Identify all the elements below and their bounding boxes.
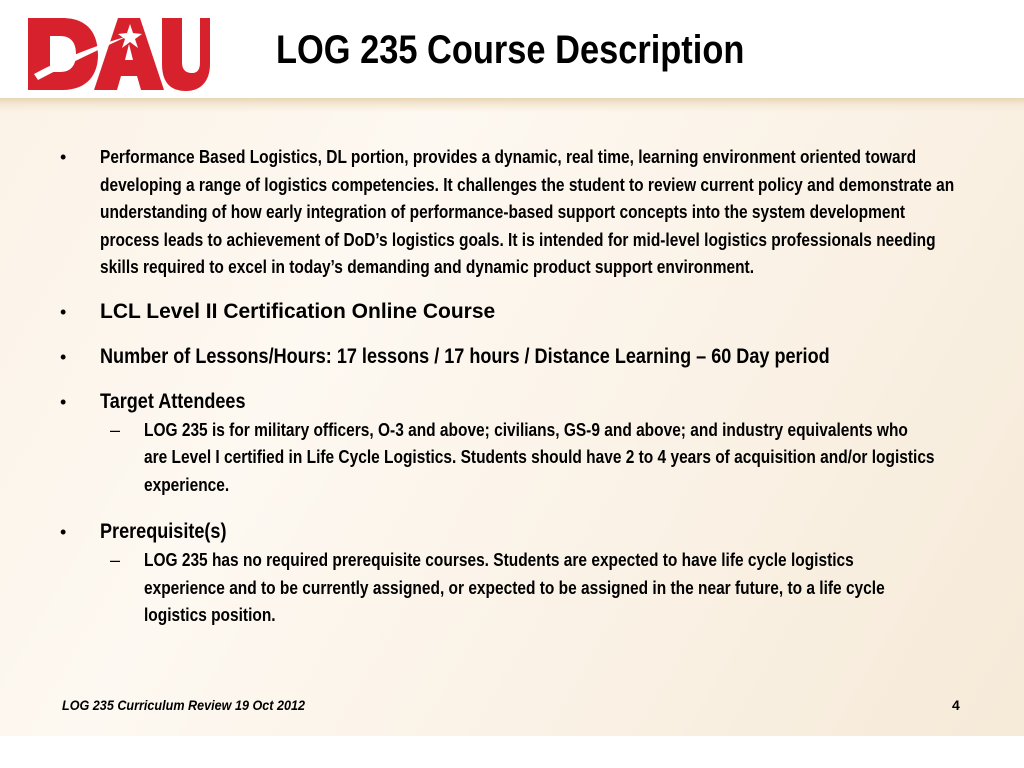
list-item	[60, 144, 980, 282]
bullet-list	[60, 144, 980, 630]
certification-text: LCL Level II Certification Online Course	[100, 299, 496, 323]
header	[0, 0, 1024, 98]
page-title: LOG 235 Course Description	[276, 28, 745, 72]
dau-logo	[24, 14, 210, 92]
prerequisites-heading: Prerequisite(s)	[100, 520, 227, 543]
list-item	[60, 342, 980, 372]
dash-marker: –	[110, 550, 121, 570]
target-attendees-heading: Target Attendees	[100, 389, 246, 413]
lessons-hours-text: Number of Lessons/Hours: 17 lessons / 17 hours / Distance Learning – 60 Day period	[100, 344, 830, 368]
sub-list-item	[100, 417, 980, 500]
bullet-marker: •	[60, 346, 67, 367]
bullet-marker: •	[60, 522, 67, 542]
header-divider	[0, 98, 1024, 112]
footer-text: LOG 235 Curriculum Review 19 Oct 2012	[62, 697, 306, 713]
page-number: 4	[952, 697, 960, 713]
list-item	[60, 297, 980, 327]
bullet-marker: •	[60, 391, 67, 412]
list-item	[60, 517, 980, 547]
bullet-marker: •	[60, 147, 67, 167]
logo-text: DAU	[24, 14, 27, 15]
description-text: Performance Based Logistics, DL portion, provides a dynamic, real time, learning environment oriented toward developing a range of logistics competencies. It challenges the student to review current policy and demonstrate an understanding of how early integration of performance-based support concepts into the system development process leads to achievement of DoD’s logistics goals. It is intended for mid-level logistics professionals needing skills required to excel in today’s demanding and dynamic product support environment.	[100, 147, 955, 277]
sub-list-item	[100, 547, 980, 630]
prerequisites-text: LOG 235 has no required prerequisite courses. Students are expected to have life cycle logistics experience and to be currently assigned, or expected to be assigned in the near future, to a life cycle logistics position.	[144, 550, 885, 625]
bullet-marker: •	[60, 301, 67, 322]
list-item	[60, 387, 980, 417]
target-attendees-text: LOG 235 is for military officers, O-3 and above; civilians, GS-9 and above; and industry equivalents who are Level I certified in Life Cycle Logistics. Students should have 2 to 4 years of acquisition and/or logistics experience.	[144, 419, 935, 495]
dash-marker: –	[110, 419, 121, 440]
